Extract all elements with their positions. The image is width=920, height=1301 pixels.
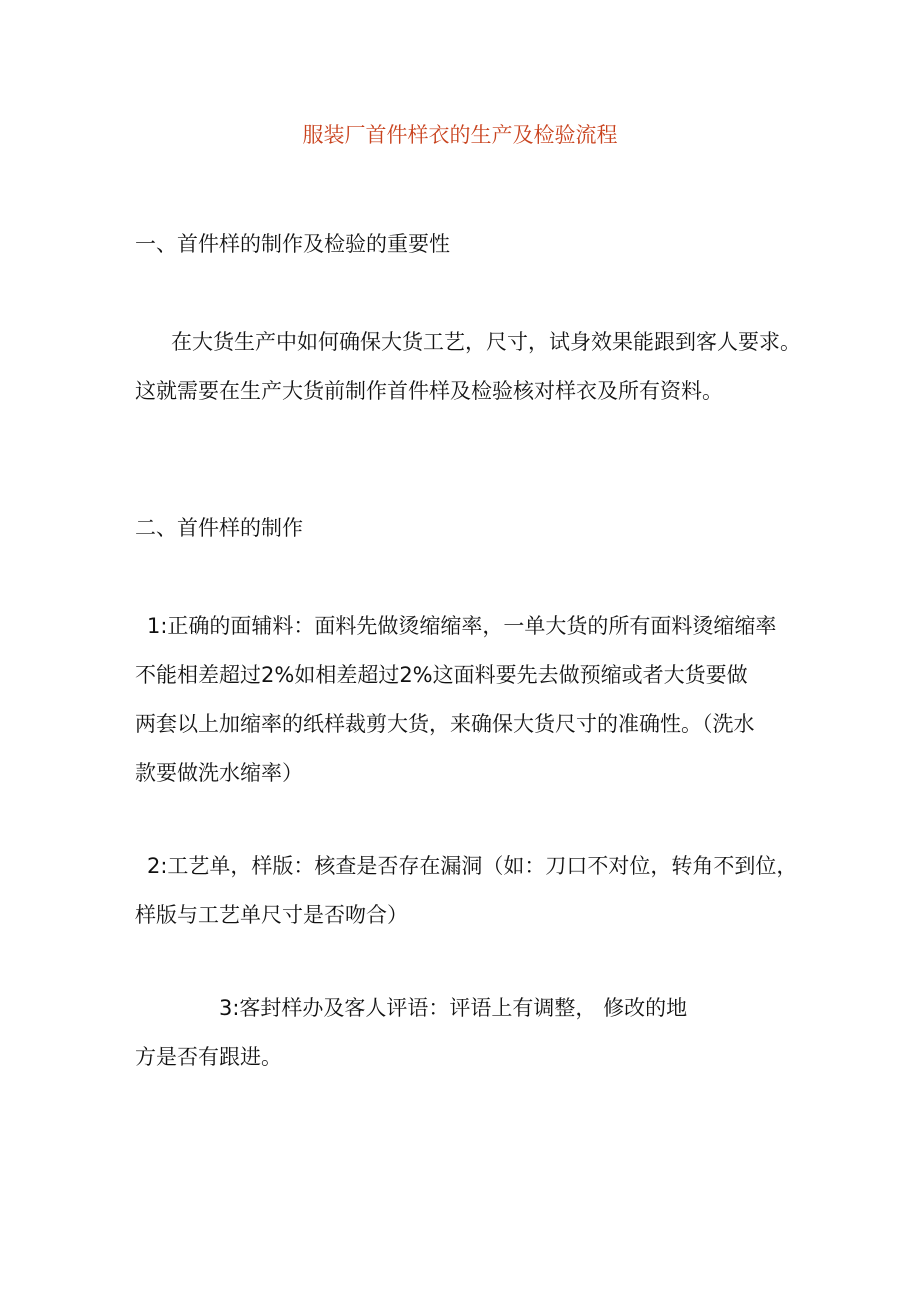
paragraph-line: 1:正确的面辅料：面料先做烫缩缩率，一单大货的所有面料烫缩缩率 [147, 614, 777, 638]
paragraph-importance [135, 318, 801, 416]
item-sealed-sample [135, 984, 795, 1082]
paragraph-line: 在大货生产中如何确保大货工艺，尺寸，试身效果能跟到客人要求。 [171, 330, 801, 354]
paragraph-line: 方是否有跟进。 [135, 1045, 282, 1069]
section-heading-production: 二、首件样的制作 [135, 516, 303, 540]
paragraph-line: 款要做洗水缩率） [135, 761, 303, 785]
paragraph-line: 这就需要在生产大货前制作首件样及检验核对样衣及所有资料。 [135, 379, 723, 403]
document-title: 服装厂首件样衣的生产及检验流程 [302, 123, 618, 147]
item-fabrics [135, 602, 795, 798]
paragraph-line: 3:客封样办及客人评语：评语上有调整， 修改的地 [219, 996, 688, 1020]
paragraph-line: 2:工艺单，样版：核查是否存在漏洞（如：刀口不对位，转角不到位， [147, 854, 798, 878]
section-heading-importance: 一、首件样的制作及检验的重要性 [135, 232, 450, 256]
item-process-sheet [135, 842, 798, 940]
paragraph-line: 样版与工艺单尺寸是否吻合） [135, 903, 408, 927]
paragraph-line: 不能相差超过2%如相差超过2%这面料要先去做预缩或者大货要做 [135, 663, 748, 687]
paragraph-line: 两套以上加缩率的纸样裁剪大货，来确保大货尺寸的准确性。（洗水 [135, 712, 755, 736]
